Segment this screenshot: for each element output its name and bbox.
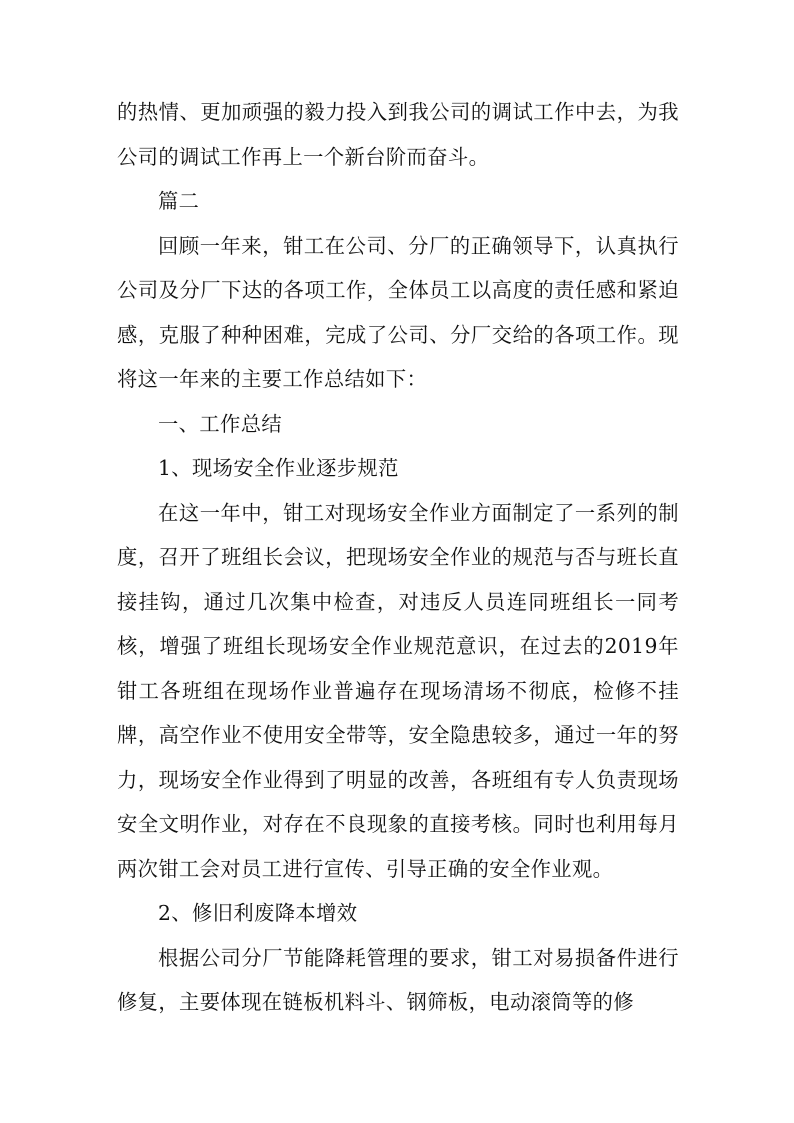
section-heading-part-two: 篇二	[158, 189, 200, 213]
paragraph-repair-details: 根据公司分厂节能降耗管理的要求，钳工对易损备件进行修复，主要体现在链板机料斗、钢筛板，电动滚筒等的修	[117, 945, 679, 1014]
paragraph-continuation: 的热情、更加顽强的毅力投入到我公司的调试工作中去，为我公司的调试工作再上一个新台阶而奋斗。	[117, 100, 679, 169]
subheading-safety-operation: 1、现场安全作业逐步规范	[158, 456, 399, 480]
document-body	[117, 90, 679, 1025]
subheading-repair-cost-saving: 2、修旧利废降本增效	[158, 901, 358, 925]
paragraph-safety-details: 在这一年中，钳工对现场安全作业方面制定了一系列的制度，召开了班组长会议，把现场安全作业的规范与否与班长直接挂钩，通过几次集中检查，对违反人员连同班组长一同考核，增强了班组长现场安全作业规范意识，在过去的2019年钳工各班组在现场作业普遍存在现场清场不彻底，检修不挂牌，高空作业不使用安全带等，安全隐患较多，通过一年的努力，现场安全作业得到了明显的改善，各班组有专人负责现场安全文明作业，对存在不良现象的直接考核。同时也利用每月两次钳工会对员工进行宣传、引导正确的安全作业观。	[117, 500, 679, 881]
section-heading-work-summary: 一、工作总结	[158, 411, 283, 436]
paragraph-review-intro: 回顾一年来，钳工在公司、分厂的正确领导下，认真执行公司及分厂下达的各项工作，全体员工以高度的责任感和紧迫感，克服了种种困难，完成了公司、分厂交给的各项工作。现将这一年来的主要工作总结如下：	[117, 233, 679, 391]
